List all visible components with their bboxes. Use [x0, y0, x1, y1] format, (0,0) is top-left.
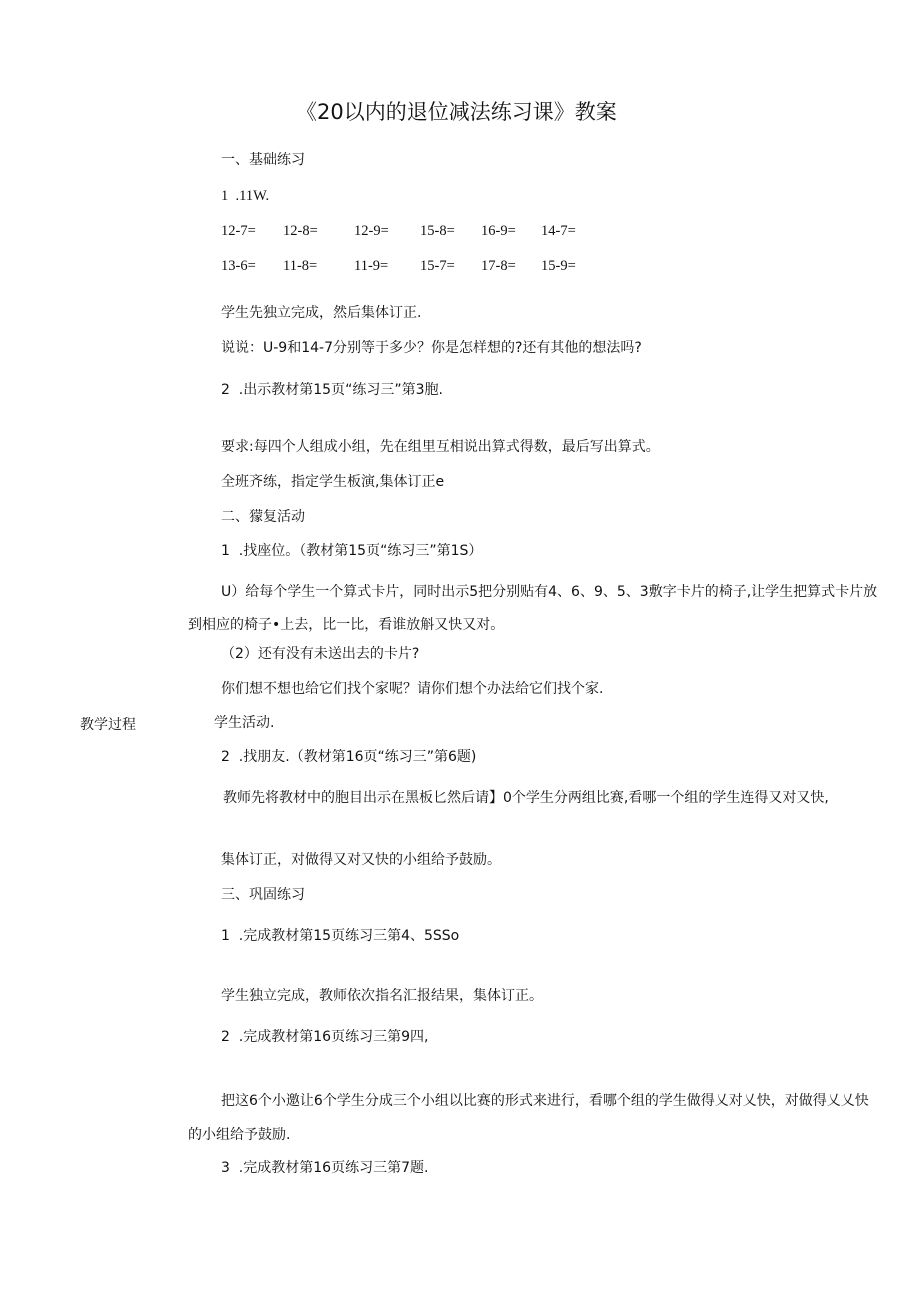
- section-heading-consolidation: 三、巩固练习: [221, 887, 305, 903]
- paragraph: 全班齐练，指定学生板演,集体订正e: [221, 474, 445, 490]
- equation-cell: 17-8=: [481, 258, 516, 274]
- document-title: 《20以内的退位减法练习课》教案: [296, 100, 617, 124]
- equation-cell: 15-8=: [420, 223, 455, 239]
- item-3-exercise: 3 .完成教材第16页练习三第7题.: [221, 1160, 429, 1176]
- equation-cell: 11-9=: [354, 258, 389, 274]
- item-2-exercise: 2 .完成教材第16页练习三第9四,: [221, 1029, 429, 1045]
- paragraph: 学生活动.: [214, 715, 275, 731]
- item-1-heading: 1 .11W.: [221, 188, 270, 204]
- section-heading-basic-practice: 一、基础练习: [221, 152, 305, 168]
- equation-cell: 15-9=: [541, 258, 576, 274]
- paragraph: 教师先将教材中的胞目出示在黑板匕然后请】0个学生分两组比赛,看哪一个组的学生连得又对又快,: [223, 790, 829, 806]
- equation-cell: 14-7=: [541, 223, 576, 239]
- side-label-teaching-process: 教学过程: [80, 717, 136, 733]
- equation-cell: 12-9=: [354, 223, 389, 239]
- item-1-exercise: 1 .完成教材第15页练习三第4、5SSo: [221, 928, 460, 944]
- paragraph: U）给每个学生一个算式卡片，同时出示5把分别贴有4、6、9、5、3敷字卡片的椅子,让学生把算式卡片放到相应的椅子•上去，比一比，看谁放斛又快又对。: [188, 584, 878, 633]
- item-2-heading: 2 .出示教材第15页“练习三”第3胞.: [221, 382, 443, 398]
- paragraph: 集体订正，对做得又对又快的小组给予鼓励。: [221, 852, 501, 868]
- equation-cell: 11-8=: [283, 258, 318, 274]
- equation-cell: 15-7=: [420, 258, 455, 274]
- paragraph: 要求:每四个人组成小组，先在组里互相说出算式得数，最后写出算式。: [221, 439, 660, 455]
- paragraph: （2）还有没有未送出去的卡片?: [221, 646, 420, 662]
- equation-cell: 12-7=: [221, 223, 256, 239]
- equation-cell: 12-8=: [283, 223, 318, 239]
- equation-cell: 16-9=: [481, 223, 516, 239]
- paragraph: 你们想不想也给它们找个家呢？请你们想个办法给它们找个家.: [221, 681, 604, 697]
- section-heading-activity: 二、獴复活动: [221, 509, 305, 525]
- item-1-find-seat: 1 .找座位。（教材第15页“练习三”第1S）: [221, 543, 483, 559]
- item-2-find-friend: 2 .找朋友.（教材第16页“练习三”第6题): [221, 749, 477, 765]
- paragraph: 把这6个小邀让6个学生分成三个小组以比赛的形式来进行，看哪个组的学生做得乂对乂快，对做得乂乂快的小组给予鼓励.: [188, 1093, 869, 1143]
- equation-cell: 13-6=: [221, 258, 256, 274]
- paragraph: 学生独立完成，教师依次指名汇报结果，集体订正。: [221, 988, 543, 1004]
- paragraph: 学生先独立完成，然后集体订正.: [221, 305, 422, 321]
- paragraph: 说说：U-9和14-7分别等于多少？你是怎样想的?还有其他的想法吗?: [221, 340, 642, 356]
